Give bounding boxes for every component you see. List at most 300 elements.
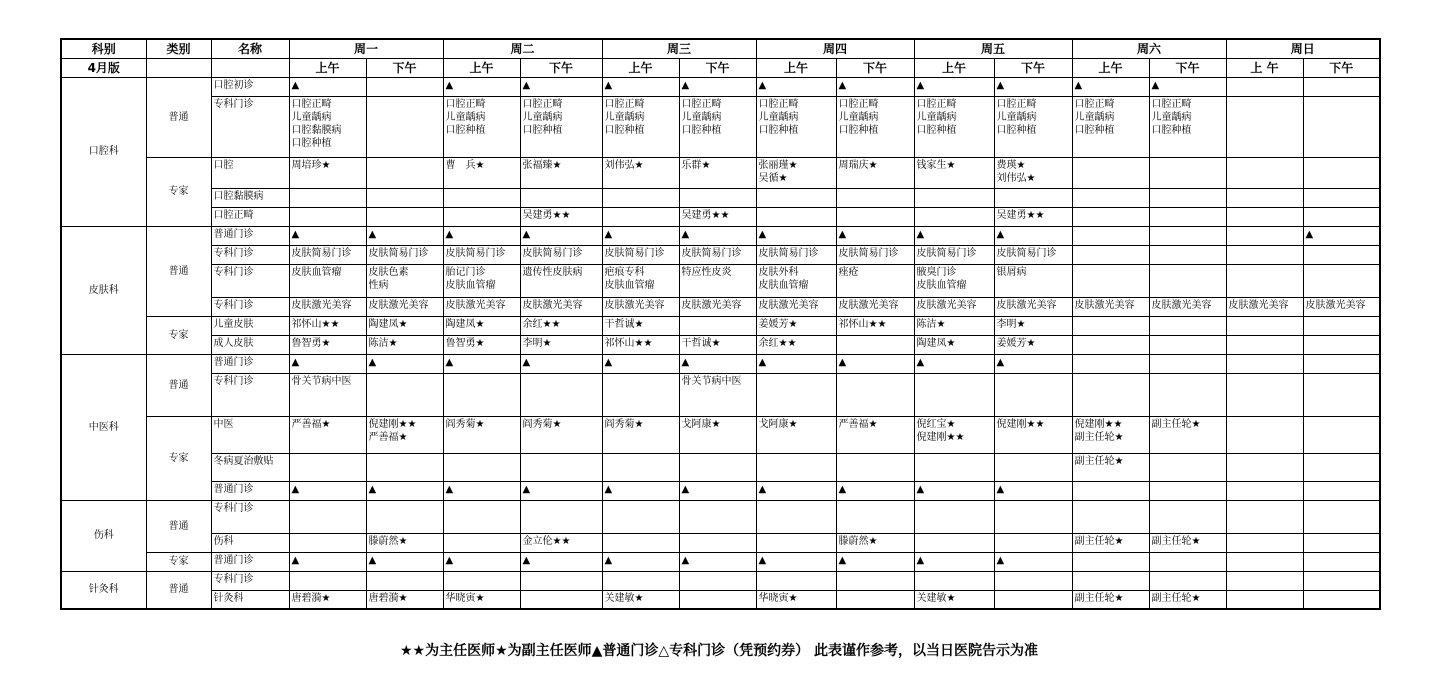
schedule-row (61, 297, 1380, 316)
schedule-row (61, 335, 1380, 354)
schedule-cell (1149, 453, 1226, 481)
schedule-cell: 皮肤激光美容 (1149, 297, 1226, 316)
schedule-cell: 刘伟弘★ (602, 157, 679, 188)
schedule-cell (1072, 481, 1149, 500)
clinic-name-cell: 普通门诊 (211, 354, 289, 373)
schedule-cell: 副主任轮★ (1149, 416, 1226, 453)
schedule-cell: ▲ (289, 481, 366, 500)
clinic-name-cell: 针灸科 (211, 590, 289, 609)
schedule-row (61, 500, 1380, 533)
day-header-sun: 周日 (1226, 39, 1380, 58)
schedule-cell: 祁怀山★★ (836, 316, 914, 335)
schedule-cell (1303, 552, 1380, 571)
schedule-cell: 鲁智勇★ (443, 335, 520, 354)
schedule-cell: 口腔正畸 儿童龋病 口腔种植 (836, 96, 914, 157)
schedule-cell (366, 453, 443, 481)
schedule-cell (1303, 96, 1380, 157)
schedule-cell: 钱家生★ (914, 157, 994, 188)
schedule-cell: 关建敏★ (914, 590, 994, 609)
category-cell: 普通 (146, 354, 211, 416)
schedule-cell: 姜媛芳★ (756, 316, 836, 335)
schedule-cell: ▲ (679, 77, 756, 96)
schedule-cell (1226, 264, 1303, 297)
schedule-cell (289, 207, 366, 226)
schedule-cell (1072, 552, 1149, 571)
schedule-cell: 特应性皮炎 (679, 264, 756, 297)
schedule-cell (443, 453, 520, 481)
schedule-cell: 滕蔚然★ (836, 533, 914, 552)
schedule-cell (1226, 552, 1303, 571)
schedule-row (61, 590, 1380, 609)
clinic-name-cell: 专科门诊 (211, 264, 289, 297)
schedule-cell: ▲ (679, 552, 756, 571)
schedule-cell: 皮肤简易门诊 (520, 245, 602, 264)
schedule-cell (602, 571, 679, 590)
schedule-cell (1226, 77, 1303, 96)
schedule-cell (520, 571, 602, 590)
schedule-cell: 唐碧漪★ (289, 590, 366, 609)
schedule-cell: 口腔正畸 儿童龋病 口腔种植 (520, 96, 602, 157)
schedule-cell: 皮肤简易门诊 (289, 245, 366, 264)
schedule-cell: 陈洁★ (366, 335, 443, 354)
schedule-cell (994, 533, 1072, 552)
schedule-cell: 倪红宝★ 倪建刚★★ (914, 416, 994, 453)
schedule-cell: 口腔正畸 儿童龋病 口腔种植 (914, 96, 994, 157)
category-cell: 普通 (146, 500, 211, 552)
day-header-wed: 周三 (602, 39, 756, 58)
schedule-cell (1072, 316, 1149, 335)
schedule-cell (1226, 590, 1303, 609)
half-header: 下午 (1303, 58, 1380, 77)
schedule-cell (1149, 226, 1226, 245)
clinic-name-cell: 中医 (211, 416, 289, 453)
schedule-cell: ▲ (602, 354, 679, 373)
schedule-cell (366, 77, 443, 96)
schedule-cell: 倪建刚★★ 副主任轮★ (1072, 416, 1149, 453)
schedule-cell (602, 500, 679, 533)
schedule-cell: ▲ (994, 481, 1072, 500)
schedule-cell (1226, 500, 1303, 533)
schedule-cell: 华晓寅★ (443, 590, 520, 609)
schedule-cell: 口腔正畸 儿童龋病 口腔种植 (679, 96, 756, 157)
schedule-cell: ▲ (366, 226, 443, 245)
schedule-row (61, 571, 1380, 590)
schedule-cell: 皮肤简易门诊 (443, 245, 520, 264)
schedule-cell (914, 571, 994, 590)
schedule-cell (1303, 500, 1380, 533)
schedule-cell (443, 373, 520, 416)
schedule-cell: 皮肤简易门诊 (602, 245, 679, 264)
schedule-cell: 骨关节病中医 (679, 373, 756, 416)
schedule-cell: 乐群★ (679, 157, 756, 188)
schedule-cell (443, 571, 520, 590)
schedule-cell (679, 590, 756, 609)
schedule-cell (1303, 245, 1380, 264)
schedule-cell: 阎秀菊★ (520, 416, 602, 453)
schedule-cell: 皮肤简易门诊 (366, 245, 443, 264)
category-cell: 专家 (146, 316, 211, 354)
half-header: 下午 (366, 58, 443, 77)
day-header-thu: 周四 (756, 39, 914, 58)
schedule-cell: ▲ (994, 354, 1072, 373)
schedule-cell (679, 188, 756, 207)
schedule-cell (994, 373, 1072, 416)
schedule-cell (1303, 188, 1380, 207)
schedule-cell (679, 571, 756, 590)
schedule-cell: ▲ (443, 354, 520, 373)
schedule-cell (520, 500, 602, 533)
schedule-cell: ▲ (366, 552, 443, 571)
schedule-cell: 李明★ (520, 335, 602, 354)
schedule-row (61, 226, 1380, 245)
schedule-cell (1226, 157, 1303, 188)
schedule-cell: 口腔正畸 儿童龋病 口腔种植 (1072, 96, 1149, 157)
schedule-cell: 吴建勇★★ (520, 207, 602, 226)
schedule-cell (836, 571, 914, 590)
schedule-cell: ▲ (443, 552, 520, 571)
schedule-cell: ▲ (836, 481, 914, 500)
schedule-cell: 皮肤色素 性病 (366, 264, 443, 297)
schedule-cell: ▲ (914, 226, 994, 245)
schedule-cell: ▲ (520, 552, 602, 571)
clinic-name-cell: 成人皮肤 (211, 335, 289, 354)
schedule-cell: 费瑛★ 刘伟弘★ (994, 157, 1072, 188)
header-blank (146, 58, 211, 77)
clinic-name-cell: 专科门诊 (211, 373, 289, 416)
schedule-cell: ▲ (602, 77, 679, 96)
half-header: 下午 (994, 58, 1072, 77)
schedule-cell (836, 590, 914, 609)
name-header: 名称 (211, 39, 289, 58)
schedule-cell: 皮肤激光美容 (1303, 297, 1380, 316)
schedule-cell: 关建敏★ (602, 590, 679, 609)
schedule-cell (914, 207, 994, 226)
schedule-cell (836, 500, 914, 533)
schedule-cell: 倪建刚★★ 严善福★ (366, 416, 443, 453)
schedule-cell (1226, 373, 1303, 416)
clinic-name-cell: 普通门诊 (211, 226, 289, 245)
schedule-cell (366, 157, 443, 188)
schedule-cell (1072, 500, 1149, 533)
category-cell: 普通 (146, 77, 211, 157)
schedule-cell: 皮肤激光美容 (443, 297, 520, 316)
legend-note: ★★为主任医师★为副主任医师▲普通门诊△专科门诊（凭预约券） 此表谨作参考，以当日医院告示为准 (399, 643, 1039, 659)
schedule-cell (1072, 245, 1149, 264)
half-header: 下午 (836, 58, 914, 77)
schedule-cell (289, 500, 366, 533)
schedule-cell: ▲ (366, 354, 443, 373)
schedule-cell: ▲ (756, 77, 836, 96)
schedule-cell (756, 373, 836, 416)
schedule-cell (1303, 157, 1380, 188)
schedule-cell (914, 533, 994, 552)
department-cell: 针灸科 (61, 571, 146, 609)
schedule-cell (994, 590, 1072, 609)
schedule-cell (1072, 157, 1149, 188)
schedule-cell: 吴建勇★★ (994, 207, 1072, 226)
schedule-cell (756, 571, 836, 590)
schedule-cell: 口腔正畸 儿童龋病 口腔黏膜病 口腔种植 (289, 96, 366, 157)
schedule-cell: ▲ (1303, 226, 1380, 245)
schedule-cell (289, 533, 366, 552)
schedule-cell (366, 373, 443, 416)
schedule-cell (1072, 207, 1149, 226)
schedule-cell: 副主任轮★ (1149, 533, 1226, 552)
schedule-cell: ▲ (994, 226, 1072, 245)
schedule-row (61, 373, 1380, 416)
schedule-cell: ▲ (520, 77, 602, 96)
schedule-cell (679, 316, 756, 335)
schedule-cell (366, 207, 443, 226)
schedule-cell: 皮肤简易门诊 (836, 245, 914, 264)
schedule-cell: 陶建凤★ (366, 316, 443, 335)
schedule-cell (1149, 481, 1226, 500)
schedule-cell (914, 500, 994, 533)
schedule-cell: ▲ (443, 226, 520, 245)
schedule-cell: 姜媛芳★ (994, 335, 1072, 354)
clinic-name-cell: 专科门诊 (211, 571, 289, 590)
schedule-cell (1149, 335, 1226, 354)
schedule-row (61, 245, 1380, 264)
schedule-row (61, 354, 1380, 373)
schedule-cell: ▲ (679, 354, 756, 373)
schedule-cell (1226, 188, 1303, 207)
schedule-cell (1303, 77, 1380, 96)
schedule-cell (836, 373, 914, 416)
schedule-cell: 倪建刚★★ (994, 416, 1072, 453)
schedule-cell: 皮肤激光美容 (1226, 297, 1303, 316)
schedule-cell (1303, 571, 1380, 590)
schedule-cell: 皮肤简易门诊 (679, 245, 756, 264)
schedule-cell (1226, 316, 1303, 335)
department-cell: 皮肤科 (61, 226, 146, 354)
department-cell: 口腔科 (61, 77, 146, 226)
schedule-cell (756, 207, 836, 226)
schedule-cell: 华晓寅★ (756, 590, 836, 609)
schedule-cell: ▲ (756, 226, 836, 245)
schedule-row (61, 453, 1380, 481)
schedule-cell: ▲ (520, 354, 602, 373)
schedule-cell: 疤痕专科 皮肤血管瘤 (602, 264, 679, 297)
schedule-cell (1303, 453, 1380, 481)
schedule-cell (366, 188, 443, 207)
schedule-cell: 祁怀山★★ (602, 335, 679, 354)
schedule-cell (1072, 264, 1149, 297)
half-header: 上午 (1072, 58, 1149, 77)
schedule-cell (1072, 188, 1149, 207)
schedule-cell (836, 188, 914, 207)
schedule-cell (1303, 264, 1380, 297)
clinic-name-cell: 专科门诊 (211, 297, 289, 316)
schedule-cell (520, 188, 602, 207)
schedule-cell (602, 453, 679, 481)
clinic-name-cell: 口腔 (211, 157, 289, 188)
schedule-cell: ▲ (289, 552, 366, 571)
schedule-cell: 皮肤激光美容 (366, 297, 443, 316)
schedule-cell: 皮肤外科 皮肤血管瘤 (756, 264, 836, 297)
header-blank (211, 58, 289, 77)
schedule-cell (1149, 207, 1226, 226)
category-cell: 专家 (146, 552, 211, 571)
version-label: 4月版 (61, 58, 146, 77)
schedule-cell (520, 373, 602, 416)
schedule-cell: ▲ (1072, 77, 1149, 96)
schedule-cell: ▲ (914, 354, 994, 373)
schedule-cell: 吴建勇★★ (679, 207, 756, 226)
clinic-name-cell: 儿童皮肤 (211, 316, 289, 335)
schedule-cell: 副主任轮★ (1072, 590, 1149, 609)
schedule-cell: 周培珍★ (289, 157, 366, 188)
schedule-cell (289, 188, 366, 207)
schedule-cell: ▲ (679, 226, 756, 245)
schedule-cell: ▲ (289, 354, 366, 373)
schedule-cell (1303, 373, 1380, 416)
schedule-cell: 副主任轮★ (1072, 453, 1149, 481)
schedule-cell (1226, 481, 1303, 500)
schedule-cell (679, 500, 756, 533)
schedule-cell (756, 188, 836, 207)
schedule-cell: 戈阿康★ (679, 416, 756, 453)
schedule-cell (1303, 335, 1380, 354)
dept-header: 科别 (61, 39, 146, 58)
schedule-cell: 口腔正畸 儿童龋病 口腔种植 (1149, 96, 1226, 157)
schedule-cell: 曹 兵★ (443, 157, 520, 188)
schedule-cell: 口腔正畸 儿童龋病 口腔种植 (994, 96, 1072, 157)
schedule-cell: 鲁智勇★ (289, 335, 366, 354)
schedule-cell: 银屑病 (994, 264, 1072, 297)
schedule-cell: 阎秀菊★ (602, 416, 679, 453)
schedule-cell (1226, 416, 1303, 453)
schedule-cell: 皮肤激光美容 (914, 297, 994, 316)
day-header-mon: 周一 (289, 39, 443, 58)
half-header: 下午 (679, 58, 756, 77)
schedule-cell (602, 188, 679, 207)
schedule-cell (679, 533, 756, 552)
half-header: 下午 (1149, 58, 1226, 77)
half-header: 上午 (602, 58, 679, 77)
schedule-cell (602, 533, 679, 552)
schedule-cell: ▲ (756, 481, 836, 500)
schedule-cell: 祁怀山★★ (289, 316, 366, 335)
clinic-name-cell: 口腔初诊 (211, 77, 289, 96)
department-cell: 伤科 (61, 500, 146, 571)
schedule-cell: 张丽瑾★ 吴循★ (756, 157, 836, 188)
schedule-cell (1226, 245, 1303, 264)
schedule-cell: 唐碧漪★ (366, 590, 443, 609)
schedule-cell (520, 453, 602, 481)
schedule-cell: 皮肤激光美容 (602, 297, 679, 316)
clinic-name-cell: 口腔正畸 (211, 207, 289, 226)
schedule-cell: 口腔正畸 儿童龋病 口腔种植 (443, 96, 520, 157)
schedule-table (60, 38, 1381, 610)
category-header: 类别 (146, 39, 211, 58)
schedule-cell: 余红★★ (756, 335, 836, 354)
schedule-cell (914, 188, 994, 207)
schedule-cell (289, 571, 366, 590)
clinic-name-cell: 伤科 (211, 533, 289, 552)
schedule-cell: 严善福★ (836, 416, 914, 453)
clinic-name-cell: 口腔黏膜病 (211, 188, 289, 207)
schedule-cell (1149, 500, 1226, 533)
schedule-cell: ▲ (679, 481, 756, 500)
schedule-cell (1072, 226, 1149, 245)
schedule-cell: ▲ (520, 226, 602, 245)
day-header-sat: 周六 (1072, 39, 1226, 58)
half-header: 上午 (756, 58, 836, 77)
schedule-cell: 金立伦★★ (520, 533, 602, 552)
schedule-cell: 严善福★ (289, 416, 366, 453)
schedule-cell (1149, 264, 1226, 297)
schedule-cell (836, 335, 914, 354)
schedule-cell (994, 453, 1072, 481)
schedule-cell (1303, 207, 1380, 226)
schedule-cell: 滕蔚然★ (366, 533, 443, 552)
schedule-cell (1226, 354, 1303, 373)
half-header: 上午 (443, 58, 520, 77)
schedule-cell: 皮肤激光美容 (1072, 297, 1149, 316)
schedule-cell (1149, 316, 1226, 335)
day-header-fri: 周五 (914, 39, 1072, 58)
header-row-halves (61, 58, 1380, 77)
schedule-cell (1226, 453, 1303, 481)
schedule-cell: 皮肤激光美容 (756, 297, 836, 316)
schedule-cell: 副主任轮★ (1149, 590, 1226, 609)
schedule-cell: 皮肤激光美容 (836, 297, 914, 316)
schedule-row (61, 533, 1380, 552)
half-header: 下午 (520, 58, 602, 77)
schedule-cell: ▲ (1149, 77, 1226, 96)
schedule-cell: 皮肤激光美容 (520, 297, 602, 316)
schedule-cell (836, 453, 914, 481)
schedule-cell (1303, 354, 1380, 373)
schedule-cell: 副主任轮★ (1072, 533, 1149, 552)
clinic-name-cell: 专科门诊 (211, 96, 289, 157)
schedule-cell: 皮肤简易门诊 (994, 245, 1072, 264)
schedule-cell: ▲ (914, 481, 994, 500)
clinic-name-cell: 专科门诊 (211, 500, 289, 533)
schedule-cell (914, 373, 994, 416)
category-cell: 普通 (146, 571, 211, 609)
schedule-cell (914, 453, 994, 481)
schedule-cell (1072, 571, 1149, 590)
schedule-cell: ▲ (836, 77, 914, 96)
schedule-row (61, 416, 1380, 453)
schedule-cell: 余红★★ (520, 316, 602, 335)
schedule-cell: 胎记门诊 皮肤血管瘤 (443, 264, 520, 297)
schedule-cell: 皮肤激光美容 (679, 297, 756, 316)
schedule-row (61, 96, 1380, 157)
schedule-cell: 骨关节病中医 (289, 373, 366, 416)
schedule-cell: ▲ (756, 552, 836, 571)
clinic-name-cell: 普通门诊 (211, 481, 289, 500)
schedule-cell: 皮肤激光美容 (994, 297, 1072, 316)
schedule-cell (443, 533, 520, 552)
schedule-cell: 痤疮 (836, 264, 914, 297)
schedule-cell (1072, 373, 1149, 416)
schedule-cell (1149, 157, 1226, 188)
schedule-cell (994, 188, 1072, 207)
schedule-cell: 口腔正畸 儿童龋病 口腔种植 (756, 96, 836, 157)
schedule-cell: ▲ (289, 226, 366, 245)
schedule-cell (366, 571, 443, 590)
schedule-cell: 皮肤血管瘤 (289, 264, 366, 297)
schedule-cell (1072, 335, 1149, 354)
schedule-cell: ▲ (602, 226, 679, 245)
schedule-row (61, 316, 1380, 335)
schedule-row (61, 77, 1380, 96)
schedule-cell: 戈阿康★ (756, 416, 836, 453)
schedule-cell (1149, 373, 1226, 416)
